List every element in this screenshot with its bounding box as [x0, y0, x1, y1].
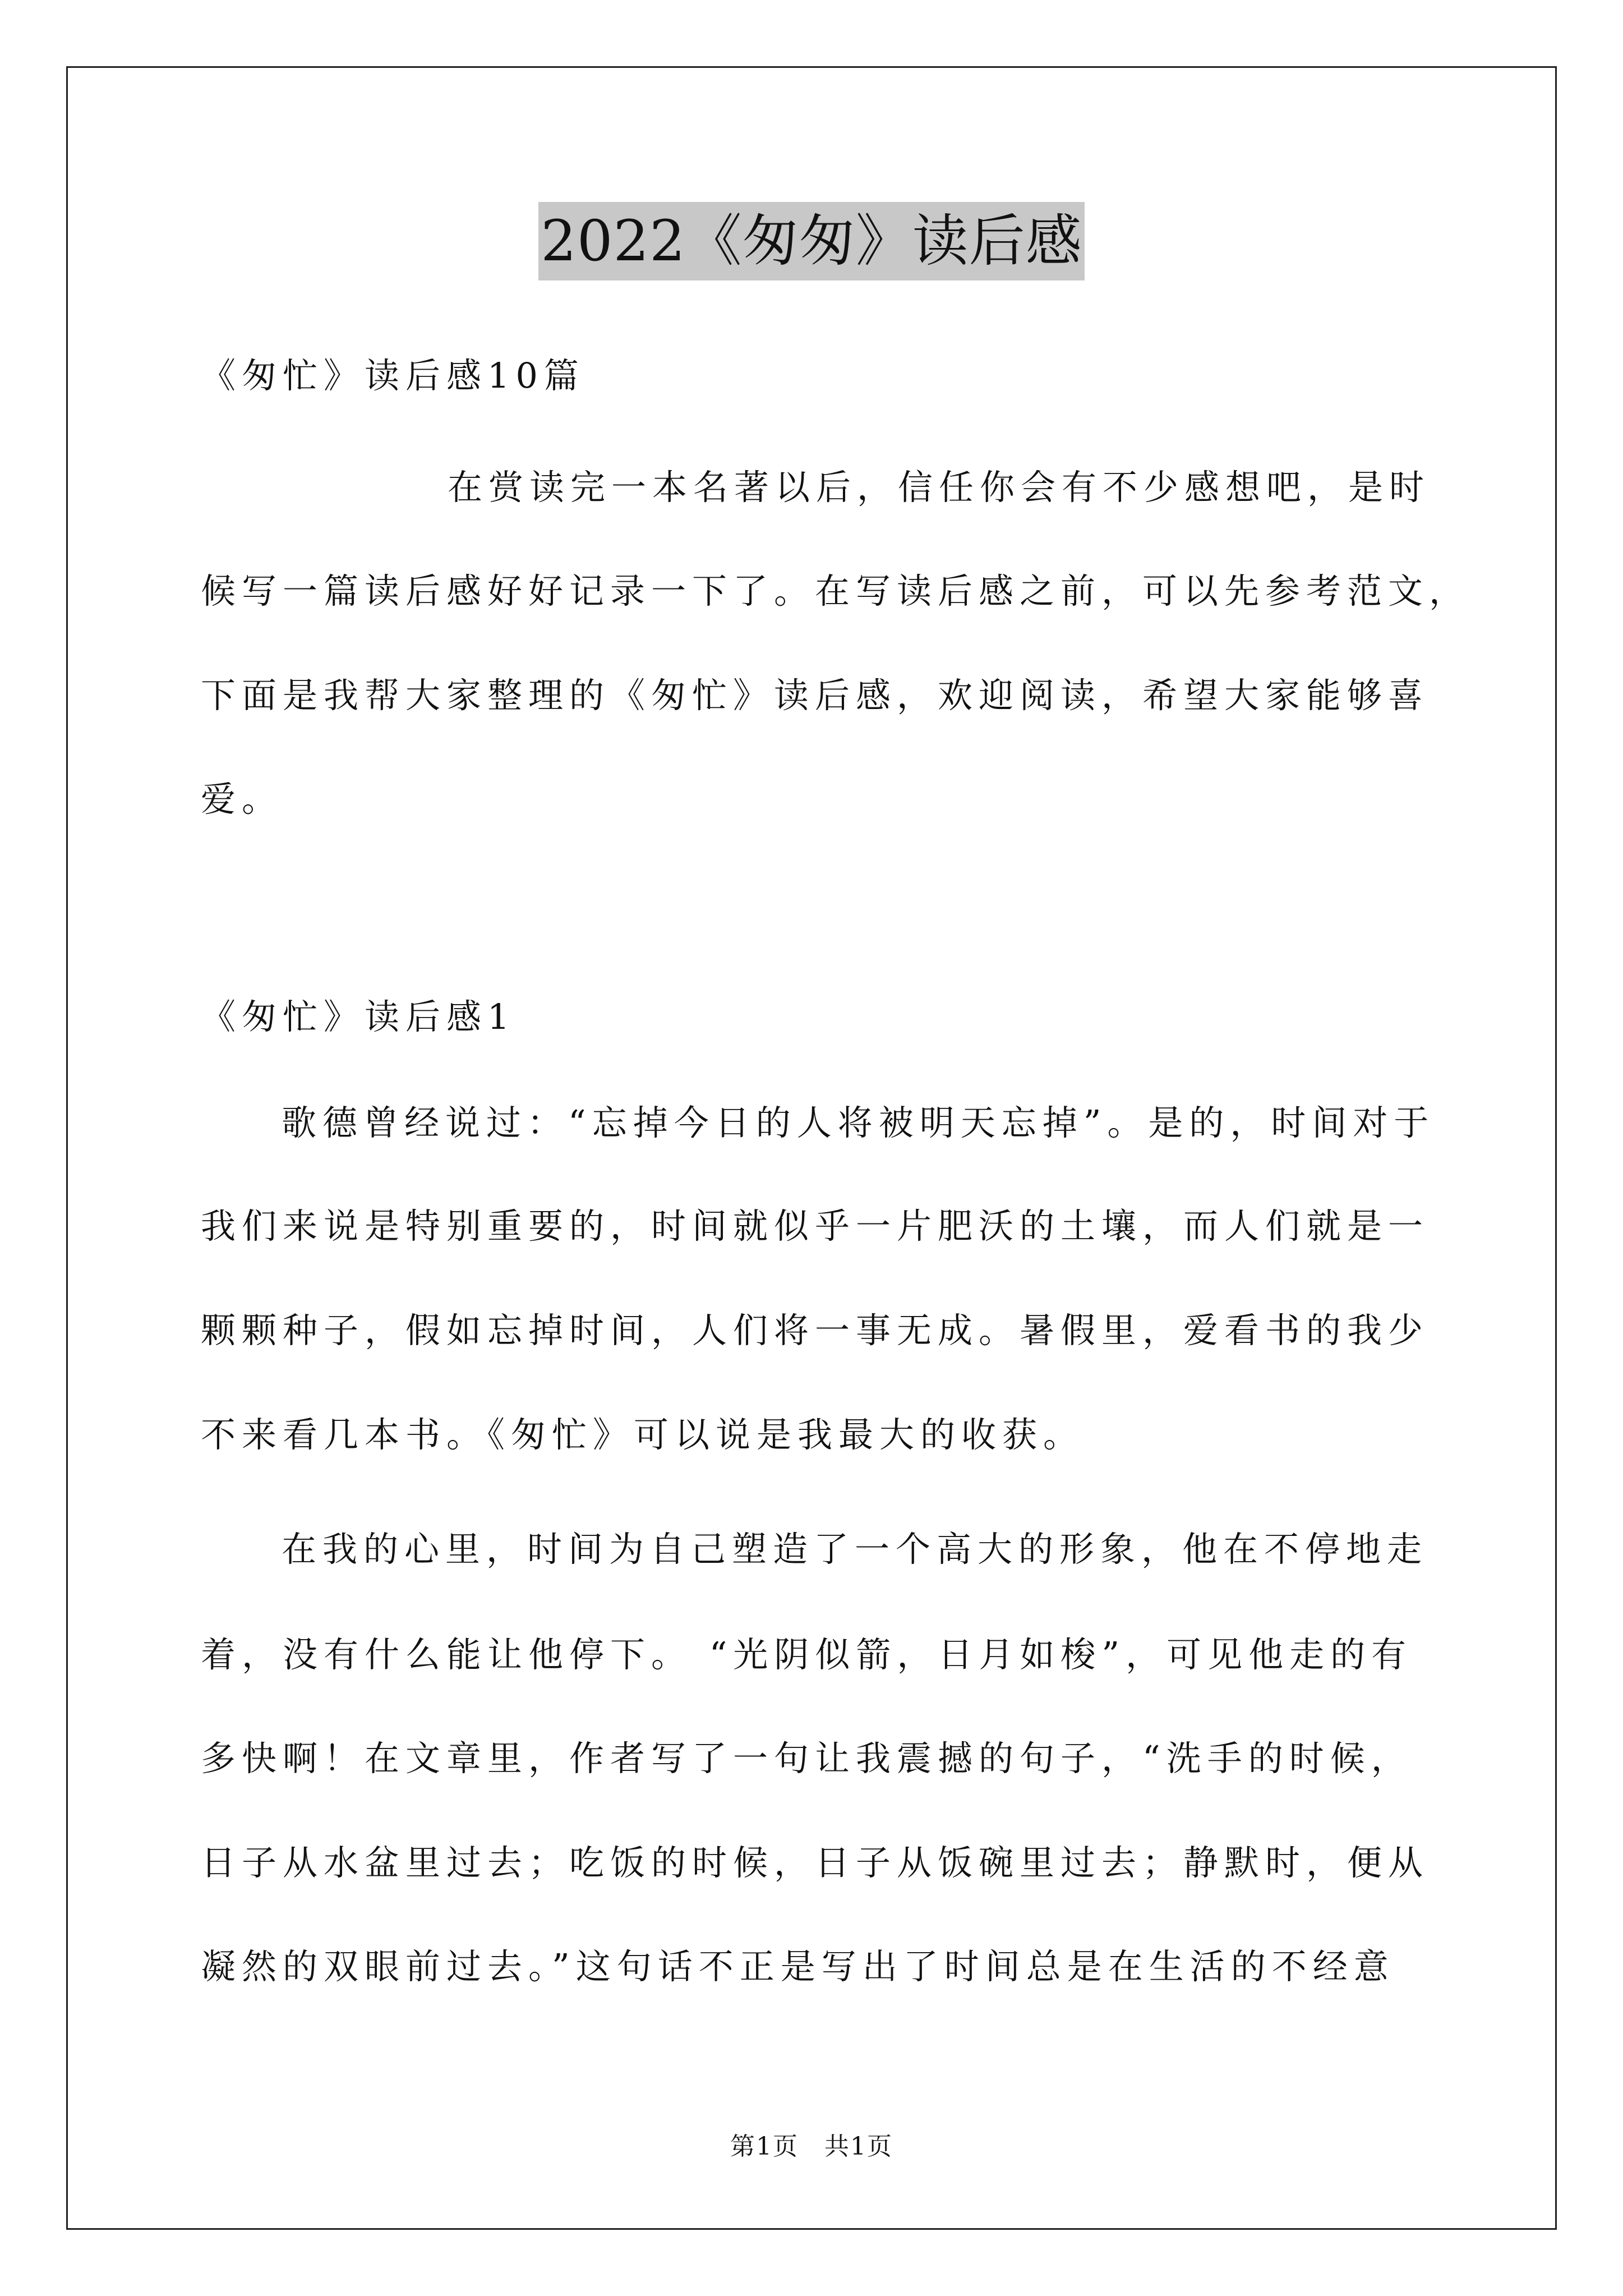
paragraph1-line-1: 歌德曾经说过：“忘掉今日的人将被明天忘掉”。是的，时间对于	[282, 1102, 1435, 1143]
page-footer: 第1页 共1页	[730, 2132, 893, 2161]
intro-line-4: 爱。	[201, 779, 283, 820]
paragraph2-line-3: 多快啊！在文章里，作者写了一句让我震撼的句子，“洗手的时候，	[201, 1738, 1412, 1779]
paragraph2-line-1: 在我的心里，时间为自己塑造了一个高大的形象，他在不停地走	[282, 1529, 1428, 1570]
title-container	[0, 202, 1623, 280]
intro-line-2: 候写一篇读后感好好记录一下了。在写读后感之前，可以先参考范文，	[201, 570, 1470, 611]
paragraph2-line-2: 着，没有什么能让他停下。 “光阴似箭，日月如梭”，可见他走的有	[201, 1634, 1413, 1675]
intro-line-3: 下面是我帮大家整理的《匆忙》读后感，欢迎阅读，希望大家能够喜	[201, 675, 1430, 716]
intro-line-1: 在赏读完一本名著以后，信任你会有不少感想吧，是时	[448, 467, 1431, 508]
section-heading: 《匆忙》读后感1	[201, 996, 516, 1037]
paragraph1-line-4: 不来看几本书。《匆忙》可以说是我最大的收获。	[201, 1414, 1085, 1455]
paragraph2-line-5: 凝然的双眼前过去。”这句话不正是写出了时间总是在生活的不经意	[201, 1946, 1395, 1987]
paragraph2-line-4: 日子从水盆里过去；吃饭的时候，日子从饭碗里过去；静默时，便从	[201, 1842, 1430, 1883]
paragraph1-line-2: 我们来说是特别重要的，时间就似乎一片肥沃的土壤，而人们就是一	[201, 1205, 1430, 1246]
document-title: 2022《匆匆》读后感	[538, 202, 1085, 280]
subtitle: 《匆忙》读后感10篇	[201, 355, 585, 396]
paragraph1-line-3: 颗颗种子，假如忘掉时间，人们将一事无成。暑假里，爱看书的我少	[201, 1310, 1430, 1351]
